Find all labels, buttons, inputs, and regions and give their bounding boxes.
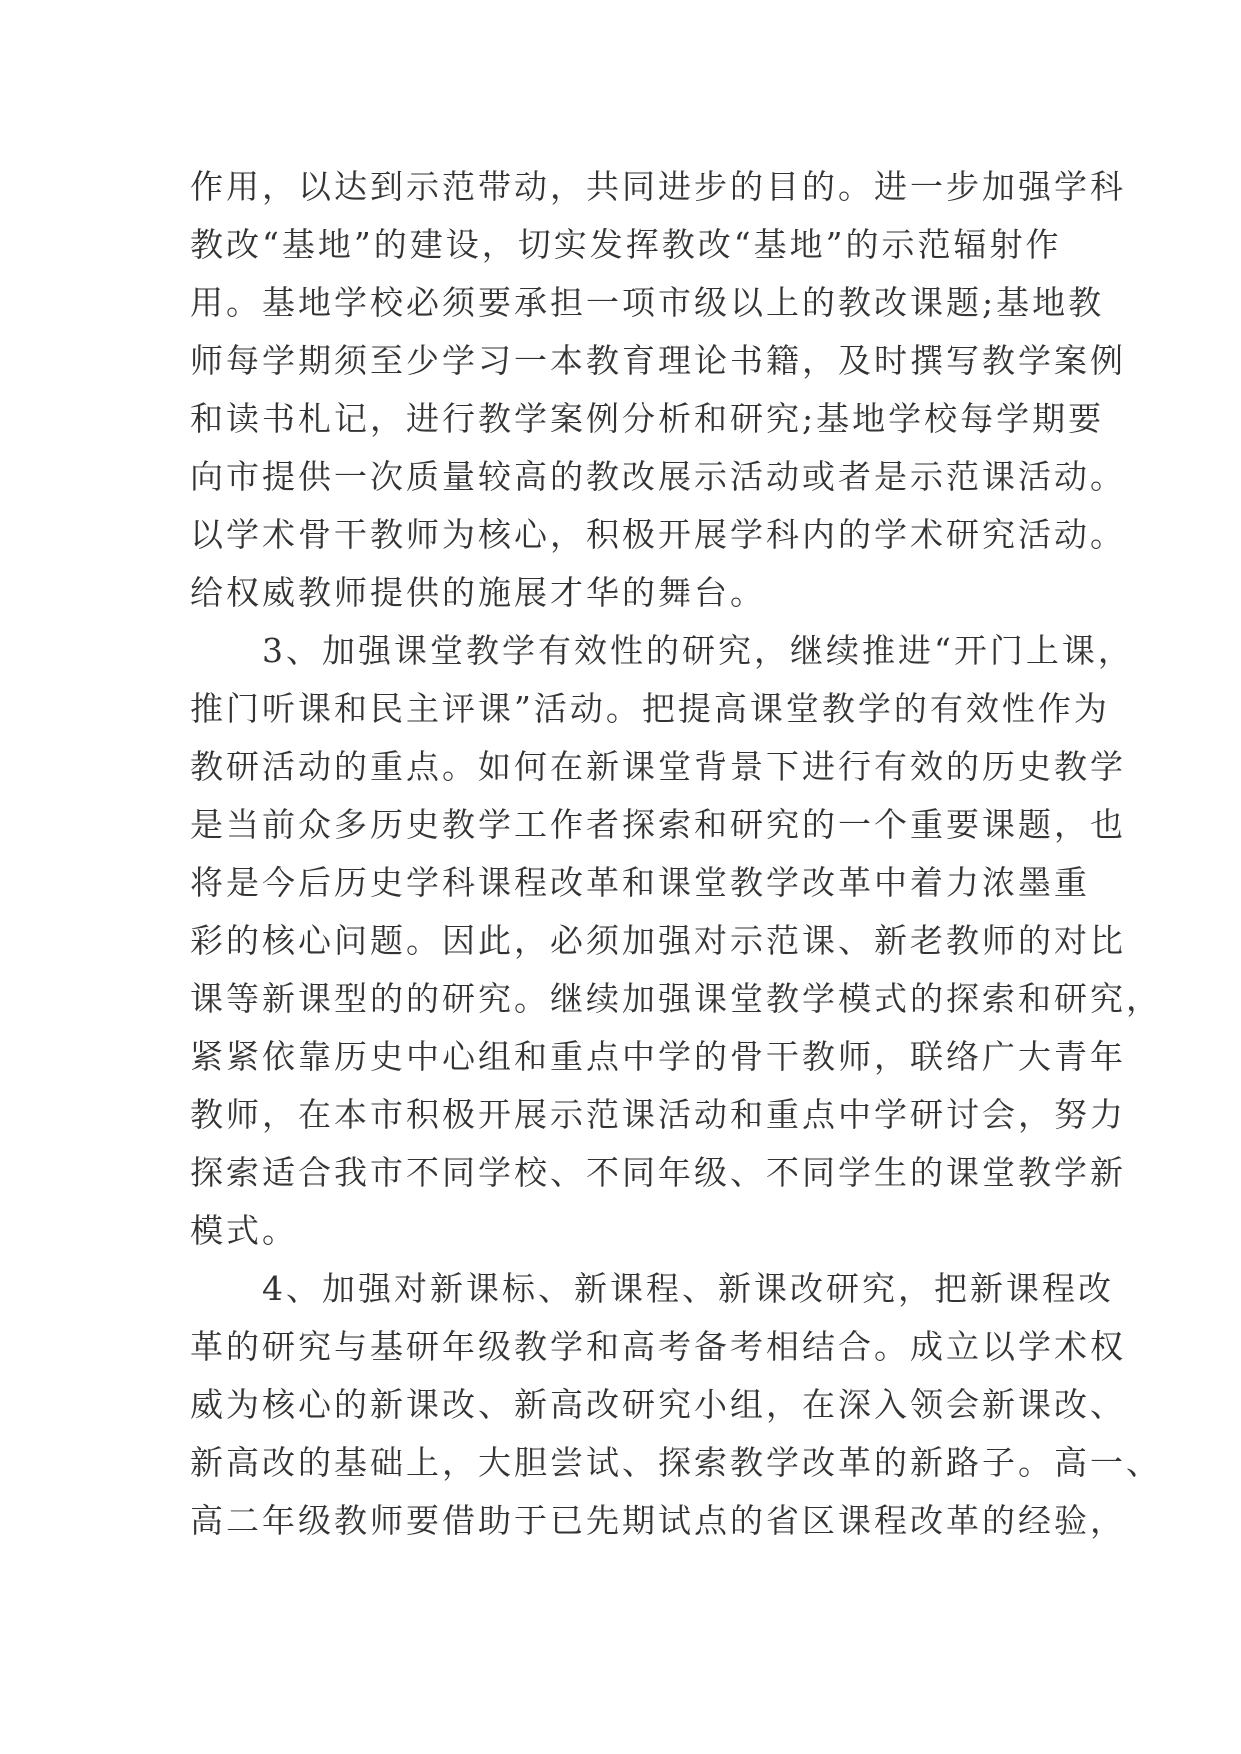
- text-line: 推门听课和民主评课”活动。把提高课堂教学的有效性作为: [190, 689, 1110, 728]
- text-line: 威为核心的新课改、新高改研究小组，在深入领会新课改、: [190, 1385, 1126, 1424]
- text-line: 用。基地学校必须要承担一项市级以上的教改课题;基地教: [190, 283, 1105, 322]
- text-line: 新高改的基础上，大胆尝试、探索教学改革的新路子。高一、: [190, 1443, 1162, 1482]
- text-line: 给权威教师提供的施展才华的舞台。: [190, 573, 766, 612]
- text-line: 革的研究与基研年级教学和高考备考相结合。成立以学术权: [190, 1327, 1126, 1366]
- text-line: 教研活动的重点。如何在新课堂背景下进行有效的历史教学: [190, 747, 1126, 786]
- body-text: [190, 158, 1162, 1550]
- text-line: 探索适合我市不同学校、不同年级、不同学生的课堂教学新: [190, 1153, 1126, 1192]
- text-line: 彩的核心问题。因此，必须加强对示范课、新老教师的对比: [190, 921, 1126, 960]
- text-line: 向市提供一次质量较高的教改展示活动或者是示范课活动。: [190, 457, 1126, 496]
- text-line: 教师，在本市积极开展示范课活动和重点中学研讨会，努力: [190, 1095, 1126, 1134]
- text-line: 是当前众多历史教学工作者探索和研究的一个重要课题，也: [190, 805, 1126, 844]
- paragraph-4-start: 4、加强对新课标、新课程、新课改研究，把新课程改: [190, 1269, 1114, 1308]
- text-line: 作用，以达到示范带动，共同进步的目的。进一步加强学科: [190, 167, 1126, 206]
- text-line: 模式。: [190, 1211, 298, 1250]
- text-line: 将是今后历史学科课程改革和课堂教学改革中着力浓墨重: [190, 863, 1090, 902]
- text-line: 高二年级教师要借助于已先期试点的省区课程改革的经验，: [190, 1501, 1126, 1540]
- text-line: 教改“基地”的建设，切实发挥教改“基地”的示范辐射作: [190, 225, 1062, 264]
- text-line: 以学术骨干教师为核心，积极开展学科内的学术研究活动。: [190, 515, 1126, 554]
- text-line: 师每学期须至少学习一本教育理论书籍，及时撰写教学案例: [190, 341, 1126, 380]
- paragraph-3-start: 3、加强课堂教学有效性的研究，继续推进“开门上课，: [190, 631, 1134, 670]
- text-line: 和读书札记，进行教学案例分析和研究;基地学校每学期要: [190, 399, 1105, 438]
- text-line: 课等新课型的的研究。继续加强课堂教学模式的探索和研究，: [190, 979, 1162, 1018]
- text-line: 紧紧依靠历史中心组和重点中学的骨干教师，联络广大青年: [190, 1037, 1126, 1076]
